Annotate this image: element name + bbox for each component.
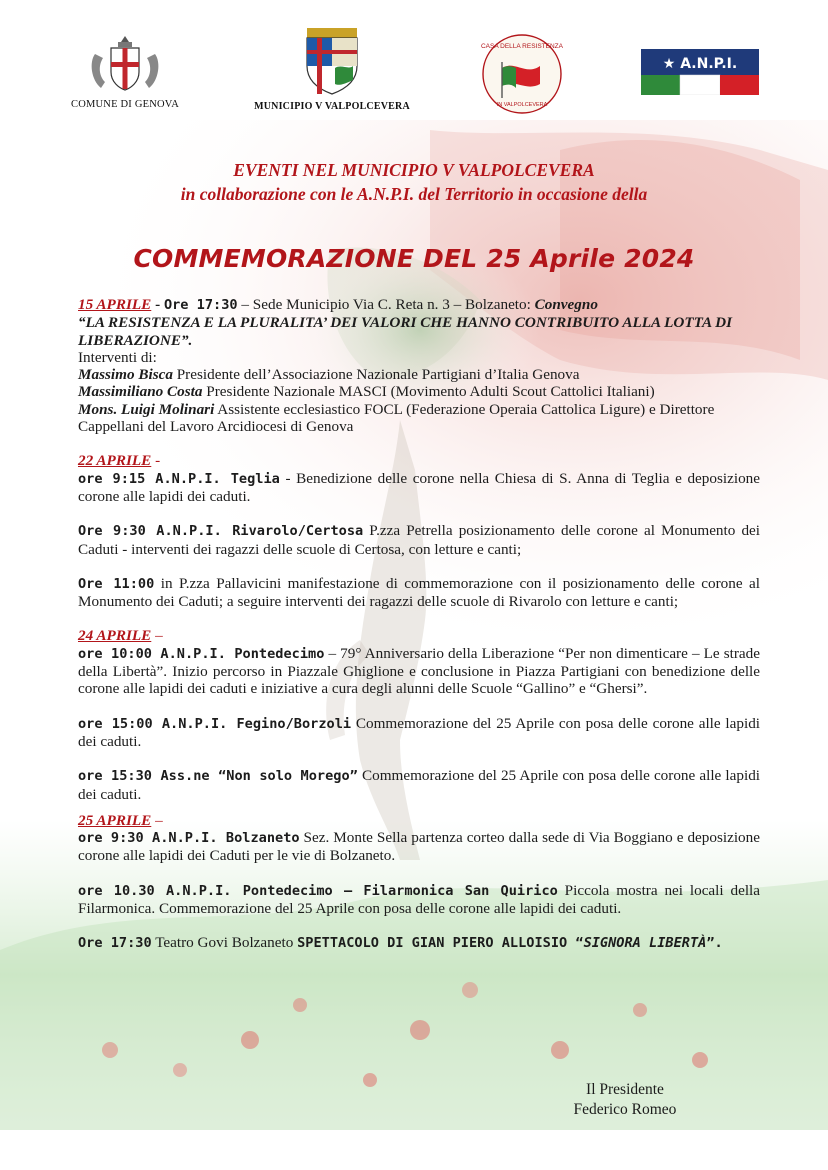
date-22-aprile: 22 APRILE bbox=[78, 452, 152, 470]
speaker-item: Mons. Luigi Molinari Assistente ecclesiastico FOCL (Federazione Operaia Cattolica Ligure) e Direttore Cappellani del Lavoro Arcidiocesi di Genova bbox=[78, 400, 715, 436]
date-dash: - bbox=[151, 296, 164, 313]
section-22-aprile: 22 APRILE - ore 9:15 A.N.P.I. Teglia - Benedizione delle corone nella Chiesa di S. Anna di Teglia e deposizione corone alle lapidi dei caduti. Ore 9:30 A.N.P.I. Rivarolo/Certosa P.zza Petrella posizionamento delle corone al Monumento dei Caduti - interventi dei ragazzi delle scuole di Certosa, con letture e canti; Ore 11:00 in P.zza Pallavicini manifestazione di commemorazione con il posizionamento delle corone al Monumento dei Caduti; a seguire interventi dei ragazzi delle scuole di Rivarolo con letture e canti; bbox=[78, 452, 760, 611]
event-list bbox=[78, 296, 760, 953]
event-item: ore 9:30 A.N.P.I. Bolzaneto Sez. Monte Sella partenza corteo dalla sede di Via Boggiano e deposizione corone alle lapidi dei Caduti per le vie di Bolzaneto. bbox=[78, 829, 760, 865]
anpi-flag-logo bbox=[641, 49, 759, 95]
signature-name: Federico Romeo bbox=[573, 1101, 677, 1118]
event-item: ore 10:00 A.N.P.I. Pontedecimo – 79° Anniversario della Liberazione “Per non dimenticare – Le strade della Libertà”. Inizio percorso in Piazzale Ghiglione e conclusione in Piazza Partigiani con benedizione delle corone alle lapidi dei caduti e iniziative a cura degli alunni delle Scuole “Gallino” e “Ghersi”. bbox=[78, 644, 760, 698]
casa-logo-top-text: CASA DELLA RESISTENZA bbox=[480, 43, 564, 50]
anpi-logo-label: ★ A.N.P.I. bbox=[662, 56, 738, 72]
time-15-aprile: Ore 17:30 bbox=[163, 297, 238, 313]
header-line-1: EVENTI NEL MUNICIPIO V VALPOLCEVERA bbox=[233, 160, 595, 180]
date-24-aprile: 24 APRILE bbox=[78, 627, 152, 645]
logo-anpi bbox=[640, 49, 760, 100]
date-25-aprile: 25 APRILE bbox=[78, 811, 152, 829]
event-item: Ore 9:30 A.N.P.I. Rivarolo/Certosa P.zza Petrella posizionamento delle corone al Monumento dei Caduti - interventi dei ragazzi delle scuole di Certosa, con letture e canti; bbox=[78, 522, 760, 558]
logo-comune-di-genova bbox=[60, 32, 190, 110]
signature-role: Il Presidente bbox=[586, 1081, 664, 1098]
logo-municipio-v bbox=[232, 26, 432, 112]
date-15-aprile: 15 APRILE bbox=[78, 296, 152, 313]
section-15-aprile bbox=[78, 296, 760, 435]
event-item: ore 10.30 A.N.P.I. Pontedecimo – Filarmonica San Quirico Piccola mostra nei locali della Filarmonica. Commemorazione del 25 Aprile con posa delle corone alle lapidi dei caduti. bbox=[78, 881, 760, 918]
event-item: Ore 11:00 in P.zza Pallavicini manifestazione di commemorazione con il posizionamento delle corone al Monumento dei Caduti; a seguire interventi dei ragazzi delle scuole di Rivarolo con letture e canti; bbox=[78, 574, 760, 611]
speakers-intro: Interventi di: bbox=[78, 348, 157, 366]
convegno-topic: “LA RESISTENZA E LA PLURALITA’ DEI VALORI CHE HANNO CONTRIBUITO ALLA LOTTA DI LIBERAZIONE”. bbox=[78, 314, 733, 349]
speaker-item: Massimiliano Costa Presidente Nazionale MASCI (Movimento Adulti Scout Cattolici Italiani) bbox=[78, 383, 655, 401]
section-25-aprile: 25 APRILE – ore 9:30 A.N.P.I. Bolzaneto Sez. Monte Sella partenza corteo dalla sede di Via Boggiano e deposizione corone alle lapidi dei Caduti per le vie di Bolzaneto. ore 10.30 A.N.P.I. Pontedecimo – Filarmonica San Quirico Piccola mostra nei locali della Filarmonica. Commemorazione del 25 Aprile con posa delle corone alle lapidi dei caduti. Ore 17:30 Teatro Govi Bolzaneto SPETTACOLO DI GIAN PIERO ALLOISIO “SIGNORA LIBERTÀ”. bbox=[78, 811, 760, 952]
event-type-convegno: Convegno bbox=[534, 296, 598, 313]
place-15-aprile: – Sede Municipio Via C. Reta n. 3 – Bolzaneto: bbox=[237, 296, 535, 313]
speaker-item: Massimo Bisca Presidente dell’Associazione Nazionale Partigiani d’Italia Genova bbox=[78, 366, 580, 384]
event-item: Ore 17:30 Teatro Govi Bolzaneto SPETTACOLO DI GIAN PIERO ALLOISIO “SIGNORA LIBERTÀ”. bbox=[78, 934, 723, 952]
casa-della-resistenza-logo bbox=[480, 32, 564, 116]
section-24-aprile: 24 APRILE – ore 10:00 A.N.P.I. Pontedecimo – 79° Anniversario della Liberazione “Per non dimenticare – Le strade della Libertà”. Inizio percorso in Piazzale Ghiglione e conclusione in Piazza Partigiani con benedizione delle corone alle lapidi dei caduti e iniziative a cura degli alunni delle Scuole “Gallino” e “Ghersi”. ore 15:00 A.N.P.I. Fegino/Borzoli Commemorazione del 25 Aprile con posa delle corone alle lapidi dei caduti. ore 15:30 Ass.ne “Non solo Morego” Commemorazione del 25 Aprile con posa delle corone alle lapidi dei caduti. bbox=[78, 627, 761, 803]
event-item: ore 15:00 A.N.P.I. Fegino/Borzoli Commemorazione del 25 Aprile con posa delle corone alle lapidi dei caduti. bbox=[78, 714, 761, 750]
event-item: ore 9:15 A.N.P.I. Teglia - Benedizione delle corone nella Chiesa di S. Anna di Teglia e deposizione corone alle lapidi dei caduti. bbox=[78, 469, 760, 505]
genoa-coat-of-arms-icon bbox=[85, 32, 165, 94]
event-item: ore 15:30 Ass.ne “Non solo Morego” Commemorazione del 25 Aprile con posa delle corone alle lapidi dei caduti. bbox=[78, 767, 761, 803]
casa-logo-bottom-text: IN VALPOLCEVERA bbox=[496, 102, 548, 108]
logo-caption-comune: COMUNE DI GENOVA bbox=[70, 99, 179, 110]
page-title: COMMEMORAZIONE DEL 25 Aprile 2024 bbox=[133, 244, 695, 273]
logo-caption-municipio: MUNICIPIO V VALPOLCEVERA bbox=[254, 101, 410, 112]
logo-casa-della-resistenza bbox=[476, 32, 568, 121]
municipio-shield-icon bbox=[299, 26, 365, 96]
header-line-2: in collaborazione con le A.N.P.I. del Territorio in occasione della bbox=[180, 184, 648, 204]
